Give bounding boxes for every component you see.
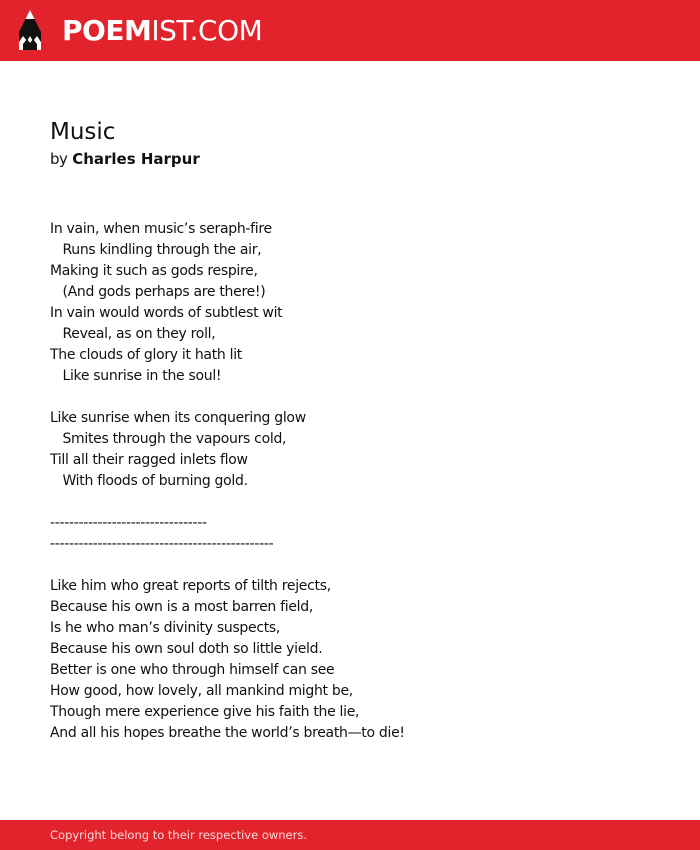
poem-line: ----------------------------------------------- — [50, 536, 274, 552]
site-logo-text[interactable] — [62, 14, 262, 48]
copyright-text: Copyright belong to their respective owners. — [50, 828, 308, 842]
poem-line: Smites through the vapours cold, — [50, 431, 287, 447]
poem-line: The clouds of glory it hath lit — [50, 347, 242, 363]
by-label: by — [50, 150, 68, 168]
stanza-break — [50, 555, 650, 576]
poem-line: Till all their ragged inlets flow — [50, 452, 248, 468]
poem-line: Is he who man’s divinity suspects, — [50, 620, 281, 636]
poem-line: Because his own soul doth so little yield. — [50, 641, 323, 657]
poem-line: --------------------------------- — [50, 515, 207, 531]
poem-line: Though mere experience give his faith the lie, — [50, 704, 360, 720]
poem-line: Reveal, as on they roll, — [50, 326, 216, 342]
poem-line: Better is one who through himself can see — [50, 662, 335, 678]
byline — [50, 149, 200, 169]
poem-line: (And gods perhaps are there!) — [50, 284, 266, 300]
author-name: Charles Harpur — [72, 150, 200, 168]
pencil-tip-icon[interactable] — [19, 10, 41, 50]
poem-body — [50, 219, 650, 744]
poem-line: And all his hopes breathe the world’s breath—to die! — [50, 725, 405, 741]
poem-line: In vain, when music’s seraph-fire — [50, 221, 272, 237]
site-header — [0, 0, 700, 61]
logo-light-part: IST.COM — [151, 14, 263, 47]
poem-line: Runs kindling through the air, — [50, 242, 262, 258]
poem-line: Because his own is a most barren field, — [50, 599, 313, 615]
poem-line: In vain would words of subtlest wit — [50, 305, 283, 321]
poem-line: Making it such as gods respire, — [50, 263, 258, 279]
logo-bold-part: POEM — [62, 14, 152, 47]
stanza-break — [50, 387, 650, 408]
poem-line: Like him who great reports of tilth rejects, — [50, 578, 331, 594]
poem-title: Music — [50, 119, 116, 145]
poem-line: With floods of burning gold. — [50, 473, 248, 489]
poem-line: How good, how lovely, all mankind might be, — [50, 683, 353, 699]
stanza-break — [50, 492, 650, 513]
poem-line: Like sunrise in the soul! — [50, 368, 222, 384]
site-footer — [0, 820, 700, 850]
poem-line: Like sunrise when its conquering glow — [50, 410, 306, 426]
